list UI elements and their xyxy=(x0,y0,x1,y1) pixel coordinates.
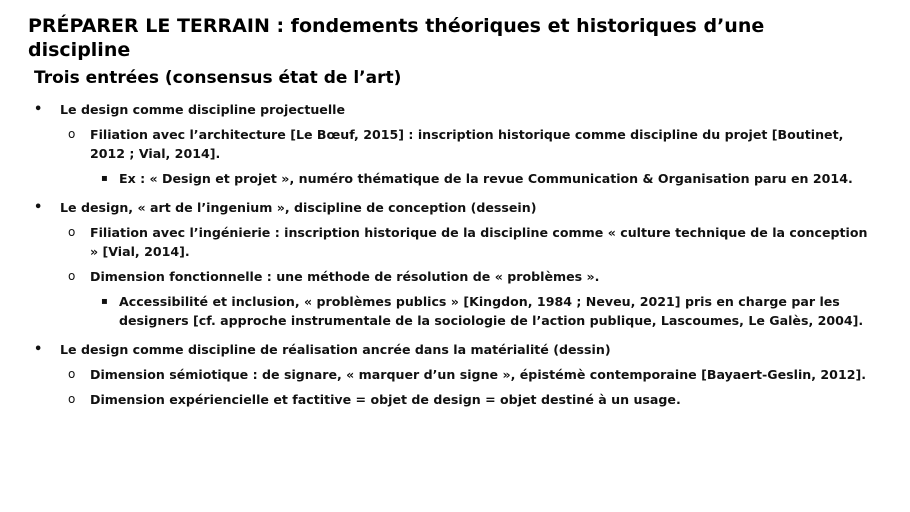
list-item-text: Accessibilité et inclusion, « problèmes publics » [Kingdon, 1984 ; Neveu, 2021] pris en charge par les designers [cf. approche instrumentale de la sociologie de l’action publique, Lascoumes, Le Galès, 2004]. xyxy=(119,294,864,328)
bullet-dot-icon: • xyxy=(34,102,43,117)
bullet-circle-icon: o xyxy=(68,392,76,406)
bullet-dot-icon: • xyxy=(34,342,43,357)
list-item-text: Le design, « art de l’ingenium », discipline de conception (dessein) xyxy=(60,200,537,215)
list-item-text: Le design comme discipline projectuelle xyxy=(60,102,346,117)
bullet-circle-icon: o xyxy=(68,269,76,283)
list-item-level1 xyxy=(0,340,860,359)
bullet-circle-icon: o xyxy=(68,127,76,141)
bullet-circle-icon: o xyxy=(68,367,76,381)
list-item-level1 xyxy=(0,100,860,119)
list-item-level3 xyxy=(0,169,874,188)
list-item-level2 xyxy=(0,390,870,409)
list-item-level2 xyxy=(0,267,870,286)
slide-title: PRÉPARER LE TERRAIN : fondements théoriques et historiques d’une discipline xyxy=(28,15,765,61)
list-item-level2 xyxy=(0,223,870,261)
bullet-dot-icon: • xyxy=(34,200,43,215)
list-item-level1 xyxy=(0,198,860,217)
list-item-text: Dimension expériencielle et factitive = objet de design = objet destiné à un usage. xyxy=(90,392,681,407)
bullet-list xyxy=(0,100,910,409)
list-item-level3 xyxy=(0,292,874,330)
list-item-text: Filiation avec l’ingénierie : inscription historique de la discipline comme « culture technique de la conception » [Vial, 2014]. xyxy=(90,225,868,259)
list-item-text: Dimension fonctionnelle : une méthode de résolution de « problèmes ». xyxy=(90,269,600,284)
list-item-text: Le design comme discipline de réalisation ancrée dans la matérialité (dessin) xyxy=(60,342,611,357)
bullet-square-icon: ▪ xyxy=(101,173,108,184)
list-item-level2 xyxy=(0,125,870,163)
slide-subtitle: Trois entrées (consensus état de l’art) xyxy=(34,68,402,88)
list-item-level2 xyxy=(0,365,870,384)
bullet-circle-icon: o xyxy=(68,225,76,239)
list-item-text: Dimension sémiotique : de signare, « marquer d’un signe », épistémè contemporaine [Bayaert-Geslin, 2012]. xyxy=(90,367,867,382)
bullet-square-icon: ▪ xyxy=(101,296,108,307)
list-item-text: Ex : « Design et projet », numéro thématique de la revue Communication & Organisation paru en 2014. xyxy=(119,171,853,186)
list-item-text: Filiation avec l’architecture [Le Bœuf, 2015] : inscription historique comme discipline du projet [Boutinet, 2012 ; Vial, 2014]. xyxy=(90,127,844,161)
